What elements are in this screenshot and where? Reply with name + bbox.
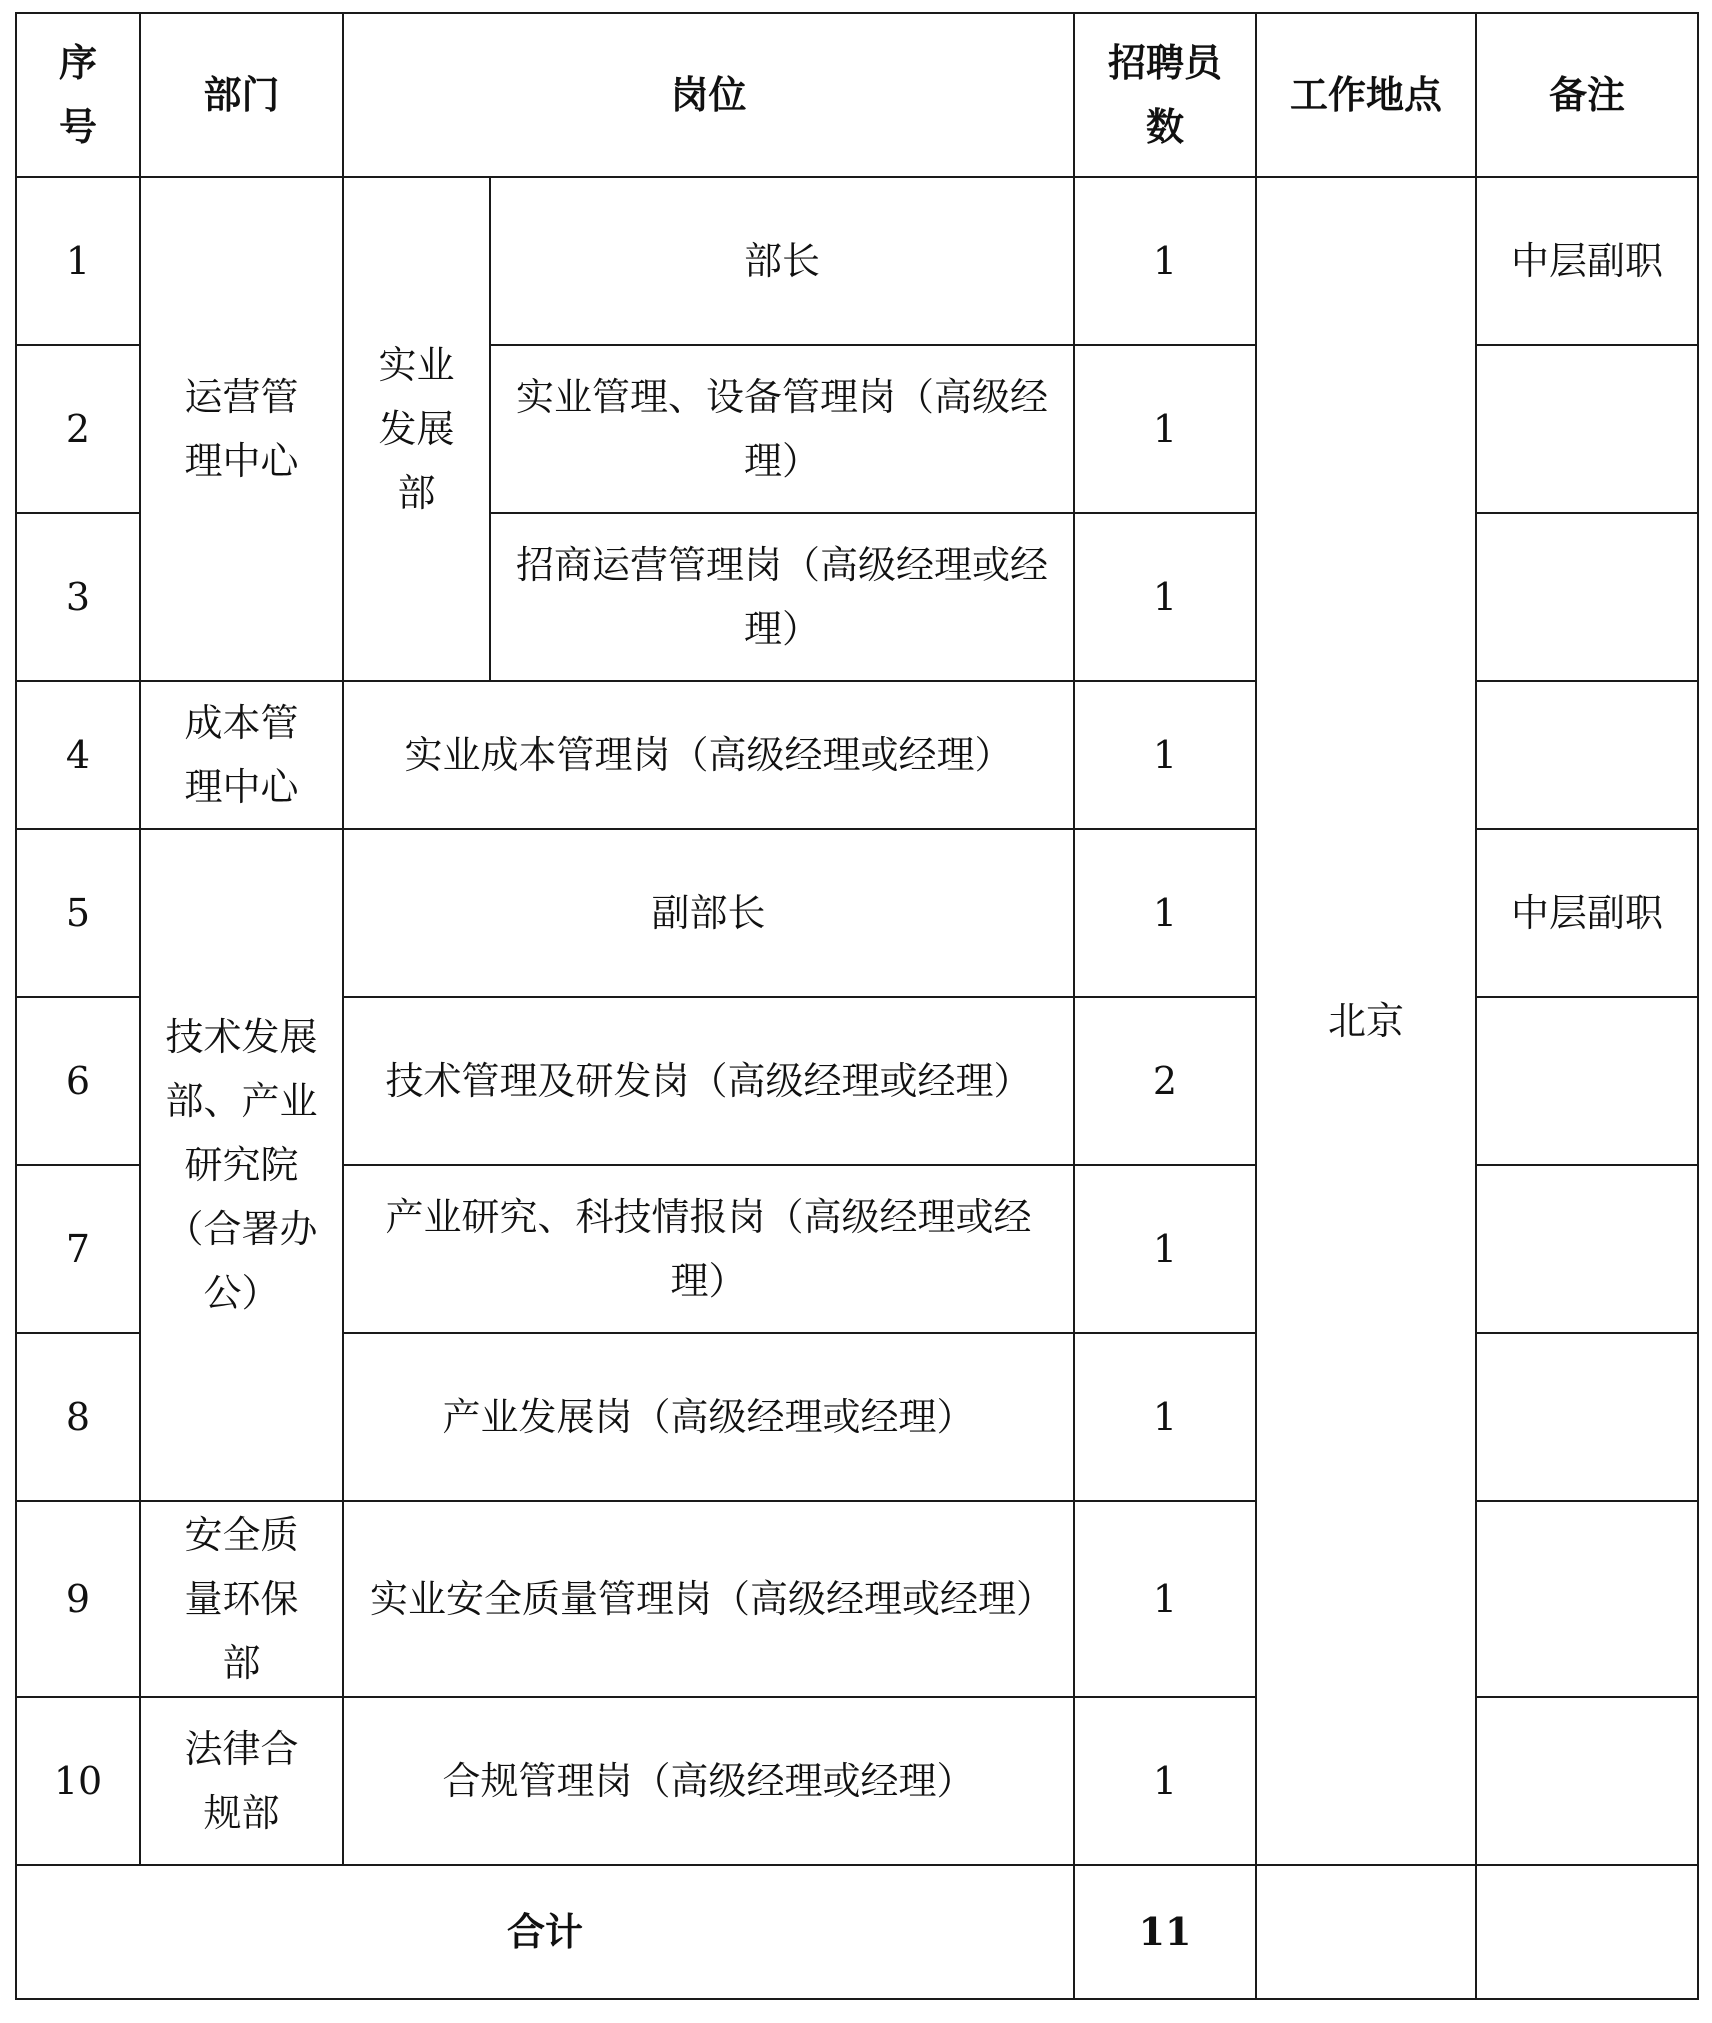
header-remark: 备注 xyxy=(1476,13,1698,177)
remark-cell xyxy=(1476,1333,1698,1501)
count-cell: 1 xyxy=(1074,177,1256,345)
count-cell: 1 xyxy=(1074,345,1256,513)
row-seq: 4 xyxy=(16,681,140,829)
post-cell: 合规管理岗（高级经理或经理） xyxy=(343,1697,1074,1865)
row-seq: 9 xyxy=(16,1501,140,1697)
post-cell: 实业成本管理岗（高级经理或经理） xyxy=(343,681,1074,829)
total-location-cell xyxy=(1256,1865,1476,1999)
remark-cell xyxy=(1476,513,1698,681)
count-cell: 1 xyxy=(1074,1165,1256,1333)
remark-cell xyxy=(1476,1697,1698,1865)
sub-dept-cell: 实业发展部 xyxy=(343,177,490,681)
count-cell: 1 xyxy=(1074,1501,1256,1697)
header-count: 招聘员数 xyxy=(1074,13,1256,177)
total-remark-cell xyxy=(1476,1865,1698,1999)
remark-cell: 中层副职 xyxy=(1476,829,1698,997)
header-post: 岗位 xyxy=(343,13,1074,177)
dept-cell: 技术发展部、产业研究院（合署办公） xyxy=(140,829,343,1501)
row-seq: 8 xyxy=(16,1333,140,1501)
count-cell: 1 xyxy=(1074,1697,1256,1865)
count-cell: 1 xyxy=(1074,1333,1256,1501)
dept-cell: 运营管理中心 xyxy=(140,177,343,681)
count-cell: 1 xyxy=(1074,513,1256,681)
location-cell: 北京 xyxy=(1256,177,1476,1865)
header-row xyxy=(16,13,1698,177)
row-seq: 1 xyxy=(16,177,140,345)
count-cell: 1 xyxy=(1074,829,1256,997)
remark-cell xyxy=(1476,997,1698,1165)
remark-cell xyxy=(1476,1165,1698,1333)
total-row xyxy=(16,1865,1698,1999)
post-cell: 技术管理及研发岗（高级经理或经理） xyxy=(343,997,1074,1165)
post-cell: 实业管理、设备管理岗（高级经理） xyxy=(490,345,1074,513)
row-seq: 5 xyxy=(16,829,140,997)
total-label: 合计 xyxy=(16,1865,1074,1999)
post-cell: 实业安全质量管理岗（高级经理或经理） xyxy=(343,1501,1074,1697)
dept-cell: 法律合规部 xyxy=(140,1697,343,1865)
row-seq: 3 xyxy=(16,513,140,681)
header-location: 工作地点 xyxy=(1256,13,1476,177)
row-seq: 10 xyxy=(16,1697,140,1865)
dept-cell: 安全质量环保部 xyxy=(140,1501,343,1697)
remark-cell xyxy=(1476,1501,1698,1697)
row-seq: 7 xyxy=(16,1165,140,1333)
remark-cell: 中层副职 xyxy=(1476,177,1698,345)
count-cell: 2 xyxy=(1074,997,1256,1165)
post-cell: 副部长 xyxy=(343,829,1074,997)
table-row xyxy=(16,177,1698,345)
post-cell: 产业研究、科技情报岗（高级经理或经理） xyxy=(343,1165,1074,1333)
dept-cell: 成本管理中心 xyxy=(140,681,343,829)
post-cell: 招商运营管理岗（高级经理或经理） xyxy=(490,513,1074,681)
header-seq: 序号 xyxy=(16,13,140,177)
post-cell: 部长 xyxy=(490,177,1074,345)
count-cell: 1 xyxy=(1074,681,1256,829)
row-seq: 6 xyxy=(16,997,140,1165)
recruitment-table xyxy=(15,12,1699,2000)
header-dept: 部门 xyxy=(140,13,343,177)
remark-cell xyxy=(1476,681,1698,829)
post-cell: 产业发展岗（高级经理或经理） xyxy=(343,1333,1074,1501)
row-seq: 2 xyxy=(16,345,140,513)
remark-cell xyxy=(1476,345,1698,513)
total-count: 11 xyxy=(1074,1865,1256,1999)
